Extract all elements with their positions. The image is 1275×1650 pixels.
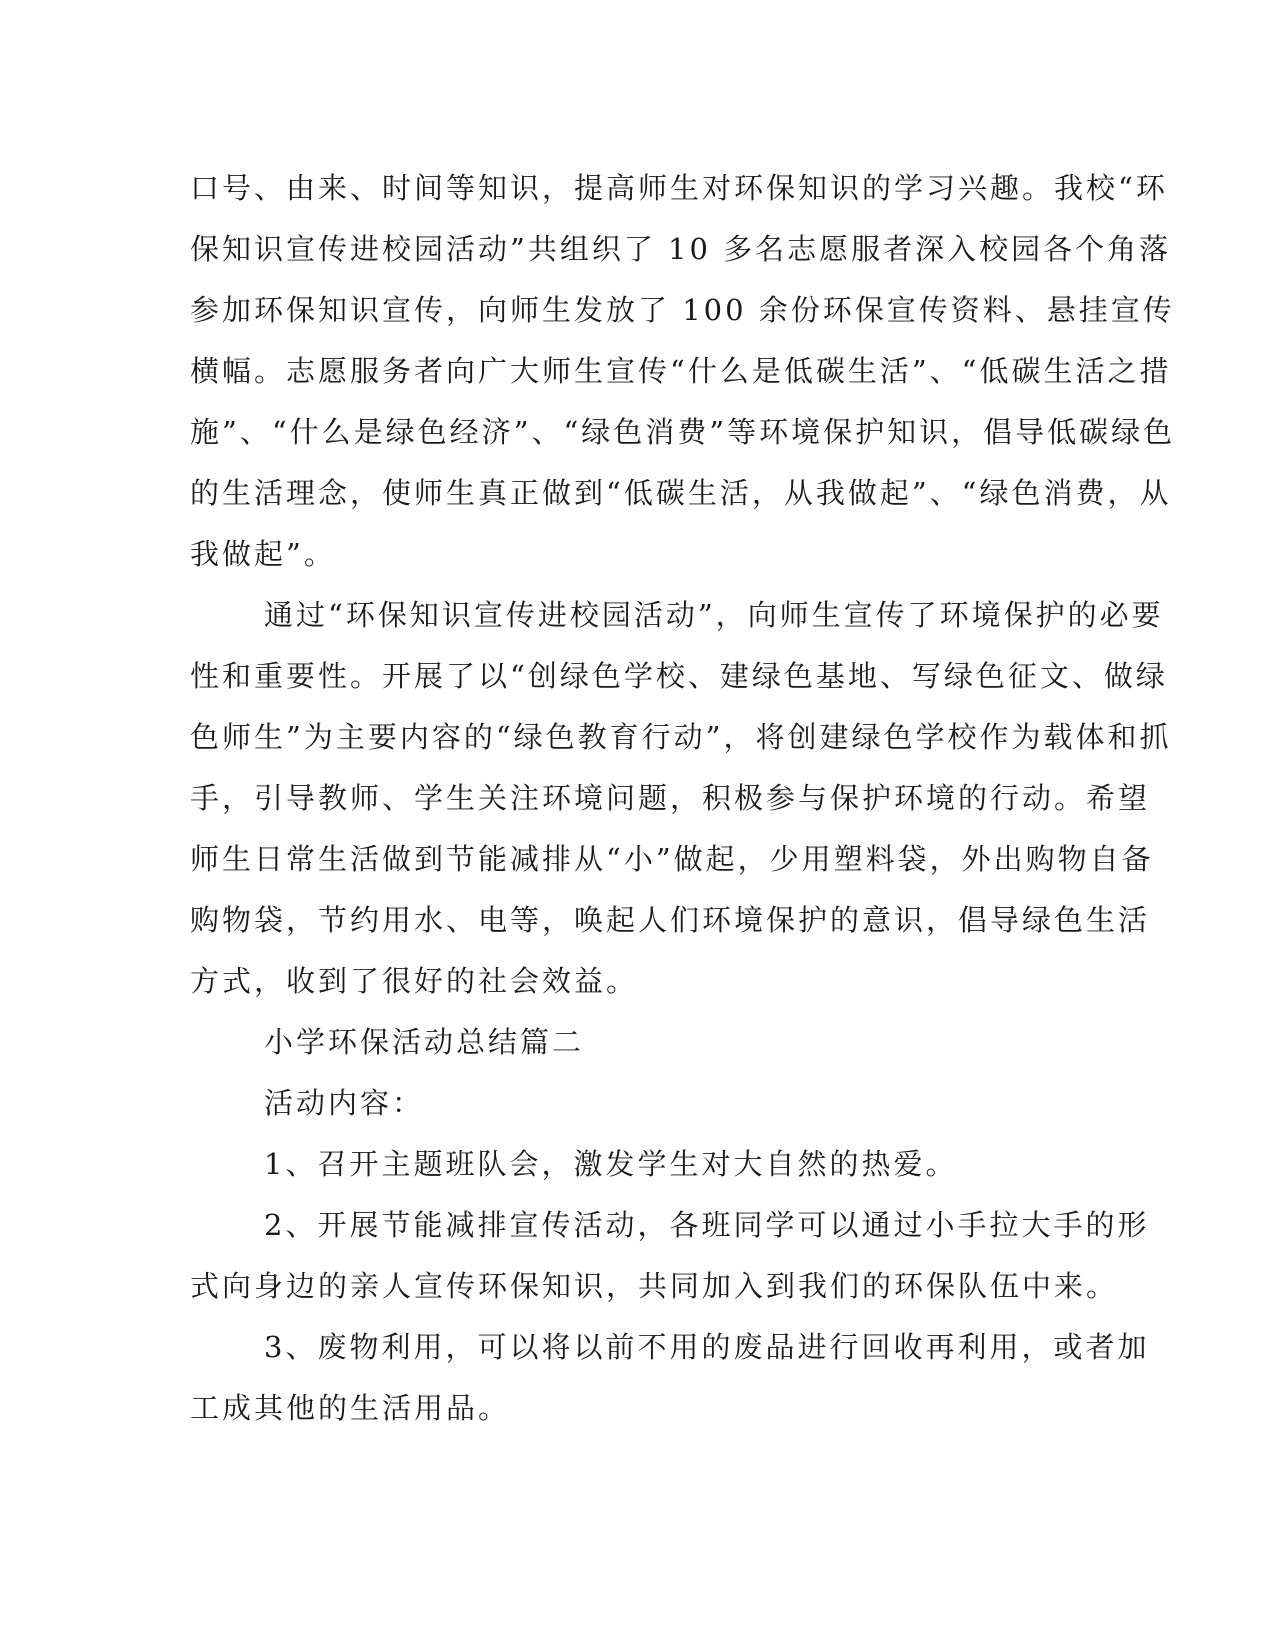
text-line: 手，引导教师、学生关注环境问题，积极参与保护环境的行动。希望 (190, 781, 1151, 815)
paragraph-2 (190, 585, 1172, 1012)
text-line: 的生活理念，使师生真正做到“低碳生活，从我做起”、“绿色消费，从 (190, 476, 1172, 510)
text-line: 我做起”。 (190, 537, 336, 571)
list-item-1 (190, 1134, 1070, 1195)
text-line: 通过“环保知识宣传进校园活动”，向师生宣传了环境保护的必要 (264, 598, 1164, 632)
section-heading: 小学环保活动总结篇二 (264, 1025, 585, 1059)
paragraph-1 (190, 158, 1176, 585)
text-line: 师生日常生活做到节能减排从“小”做起，少用塑料袋，外出购物自备 (190, 842, 1154, 876)
text-line: 性和重要性。开展了以“创绿色学校、建绿色基地、写绿色征文、做绿 (190, 659, 1168, 693)
text-line: 施”、“什么是绿色经济”、“绿色消费”等环境保护知识，倡导低碳绿色 (190, 415, 1176, 449)
document-body (190, 158, 1176, 1439)
text-line: 参加环保知识宣传，向师生发放了 100 余份环保宣传资料、悬挂宣传 (190, 293, 1175, 327)
text-line: 色师生”为主要内容的“绿色教育行动”，将创建绿色学校作为载体和抓 (190, 720, 1172, 754)
text-line: 购物袋，节约用水、电等，唤起人们环境保护的意识，倡导绿色生活 (190, 903, 1151, 937)
text-line: 2、开展节能减排宣传活动，各班同学可以通过小手拉大手的形 (264, 1208, 1150, 1242)
text-line: 方式，收到了很好的社会效益。 (190, 964, 639, 998)
text-line: 3、废物利用，可以将以前不用的废品进行回收再利用，或者加 (264, 1330, 1150, 1364)
text-line: 工成其他的生活用品。 (190, 1391, 511, 1425)
list-item-2 (190, 1195, 1150, 1317)
text-line: 保知识宣传进校园活动”共组织了 10 多名志愿服者深入校园各个角落 (190, 232, 1172, 266)
list-item-3 (190, 1317, 1150, 1439)
section-subheading: 活动内容： (264, 1086, 425, 1120)
text-line: 1、召开主题班队会，激发学生对大自然的热爱。 (264, 1147, 958, 1181)
text-line: 口号、由来、时间等知识，提高师生对环保知识的学习兴趣。我校“环 (190, 171, 1168, 205)
text-line: 式向身边的亲人宣传环保知识，共同加入到我们的环保队伍中来。 (190, 1269, 1119, 1303)
text-line: 横幅。志愿服务者向广大师生宣传“什么是低碳生活”、“低碳生活之措 (190, 354, 1172, 388)
